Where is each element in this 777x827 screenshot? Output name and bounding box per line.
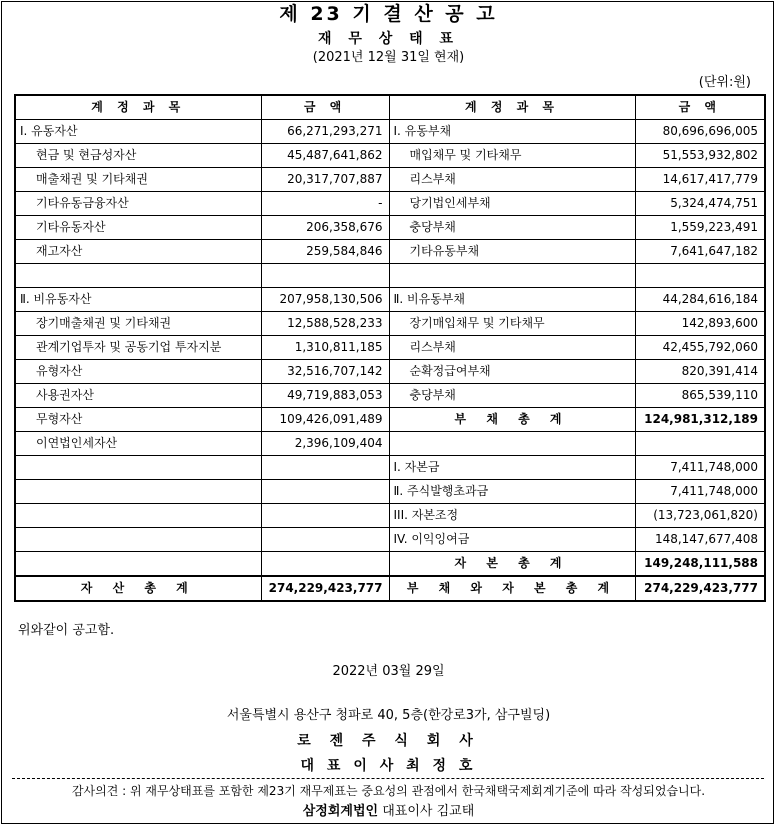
- liability-amount-cell: (13,723,061,820): [635, 504, 765, 528]
- balance-sheet-table: [14, 94, 766, 602]
- liability-amount-cell: 7,641,647,182: [635, 240, 765, 264]
- audit-opinion: 감사의견 : 위 재무상태표를 포함한 제23기 재무제표는 중요성의 관점에서 한국채택국제회계기준에 따라 작성되었습니다.: [71, 784, 706, 798]
- liability-account-cell: Ⅱ. 비유동부채: [389, 288, 635, 312]
- liability-amount-cell: 5,324,474,751: [635, 192, 765, 216]
- asset-account-cell: 현금 및 현금성자산: [15, 144, 261, 168]
- liability-amount-cell: 149,248,111,588: [635, 552, 765, 577]
- company-name: 로 젠 주 식 회 사: [297, 733, 480, 749]
- table-row: [15, 312, 765, 336]
- liability-amount-cell: 142,893,600: [635, 312, 765, 336]
- liability-account-cell: [389, 432, 635, 456]
- asset-account-cell: 이연법인세자산: [15, 432, 261, 456]
- asset-amount-cell: 206,358,676: [261, 216, 389, 240]
- liability-account-cell: 부 채 와 자 본 총 계: [389, 576, 635, 601]
- asset-amount-cell: 66,271,293,271: [261, 120, 389, 144]
- liability-account-cell: 매입채무 및 기타채무: [389, 144, 635, 168]
- table-row: [15, 240, 765, 264]
- company-address: 서울특별시 용산구 청파로 40, 5층(한강로3가, 삼구빌딩): [226, 708, 551, 723]
- table-row: [15, 360, 765, 384]
- liability-account-cell: 당기법인세부채: [389, 192, 635, 216]
- table-row: [15, 504, 765, 528]
- liability-account-cell: Ⅰ. 자본금: [389, 456, 635, 480]
- table-row: [15, 528, 765, 552]
- asset-account-cell: 관계기업투자 및 공동기업 투자지분: [15, 336, 261, 360]
- asset-amount-cell: [261, 264, 389, 288]
- asset-amount-cell: 274,229,423,777: [261, 576, 389, 601]
- asset-amount-cell: [261, 552, 389, 577]
- col-header-liability-amount: 금 액: [635, 95, 765, 120]
- liability-amount-cell: [635, 264, 765, 288]
- liability-account-cell: IV. 이익잉여금: [389, 528, 635, 552]
- liability-account-cell: 자 본 총 계: [389, 552, 635, 577]
- liability-amount-cell: [635, 432, 765, 456]
- table-row: [15, 264, 765, 288]
- asset-account-cell: 자 산 총 계: [15, 576, 261, 601]
- asset-account-cell: [15, 552, 261, 577]
- asset-account-cell: [15, 528, 261, 552]
- asset-account-cell: 기타유동금융자산: [15, 192, 261, 216]
- dashed-divider: [12, 778, 764, 779]
- table-row: [15, 384, 765, 408]
- auditor-firm: 삼정회계법인: [302, 804, 379, 819]
- liability-account-cell: 충당부채: [389, 216, 635, 240]
- table-row: [15, 192, 765, 216]
- asset-amount-cell: 49,719,883,053: [261, 384, 389, 408]
- liability-amount-cell: 124,981,312,189: [635, 408, 765, 432]
- asset-account-cell: 재고자산: [15, 240, 261, 264]
- col-header-asset-amount: 금 액: [261, 95, 389, 120]
- asset-amount-cell: [261, 456, 389, 480]
- auditor-representative: 대표이사 김교태: [382, 804, 475, 819]
- asset-amount-cell: 20,317,707,887: [261, 168, 389, 192]
- liability-amount-cell: 7,411,748,000: [635, 456, 765, 480]
- asset-account-cell: 기타유동자산: [15, 216, 261, 240]
- liability-account-cell: 기타유동부채: [389, 240, 635, 264]
- asset-account-cell: [15, 264, 261, 288]
- liability-account-cell: [389, 264, 635, 288]
- unit-label: (단위:원): [698, 75, 751, 90]
- liability-amount-cell: 80,696,696,005: [635, 120, 765, 144]
- asset-amount-cell: [261, 504, 389, 528]
- publication-date: 2022년 03월 29일: [332, 664, 445, 679]
- table-row: [15, 456, 765, 480]
- asset-account-cell: 유형자산: [15, 360, 261, 384]
- asset-amount-cell: 2,396,109,404: [261, 432, 389, 456]
- asset-account-cell: 사용권자산: [15, 384, 261, 408]
- liability-account-cell: 순확정급여부채: [389, 360, 635, 384]
- liability-amount-cell: 865,539,110: [635, 384, 765, 408]
- page-title: 제 23 기 결 산 공 고: [279, 3, 498, 25]
- liability-amount-cell: 820,391,414: [635, 360, 765, 384]
- asset-amount-cell: 45,487,641,862: [261, 144, 389, 168]
- liability-amount-cell: 14,617,417,779: [635, 168, 765, 192]
- asset-amount-cell: [261, 480, 389, 504]
- auditor-signature: [0, 803, 777, 821]
- liability-account-cell: 리스부채: [389, 336, 635, 360]
- table-row: [15, 144, 765, 168]
- liability-account-cell: III. 자본조정: [389, 504, 635, 528]
- asset-amount-cell: 207,958,130,506: [261, 288, 389, 312]
- col-header-liability-account: 계 정 과 목: [389, 95, 635, 120]
- table-row: [15, 216, 765, 240]
- liability-amount-cell: 274,229,423,777: [635, 576, 765, 601]
- liability-amount-cell: 44,284,616,184: [635, 288, 765, 312]
- announcement-statement: 위와같이 공고함.: [18, 623, 115, 638]
- asset-account-cell: 매출채권 및 기타채권: [15, 168, 261, 192]
- col-header-asset-account: 계 정 과 목: [15, 95, 261, 120]
- asset-account-cell: 무형자산: [15, 408, 261, 432]
- table-row: [15, 168, 765, 192]
- asset-account-cell: 장기매출채권 및 기타채권: [15, 312, 261, 336]
- asset-account-cell: Ⅰ. 유동자산: [15, 120, 261, 144]
- asset-account-cell: Ⅱ. 비유동자산: [15, 288, 261, 312]
- asset-amount-cell: -: [261, 192, 389, 216]
- asset-amount-cell: 109,426,091,489: [261, 408, 389, 432]
- statement-title: 재 무 상 태 표: [317, 31, 460, 47]
- table-row: [15, 480, 765, 504]
- table-row: [15, 552, 765, 577]
- asset-amount-cell: 259,584,846: [261, 240, 389, 264]
- liability-account-cell: Ⅱ. 주식발행초과금: [389, 480, 635, 504]
- ceo-name: 대 표 이 사 최 정 호: [300, 758, 477, 774]
- liability-amount-cell: 7,411,748,000: [635, 480, 765, 504]
- liability-account-cell: 충당부채: [389, 384, 635, 408]
- liability-amount-cell: 42,455,792,060: [635, 336, 765, 360]
- liability-account-cell: 장기매입채무 및 기타채무: [389, 312, 635, 336]
- asset-amount-cell: 12,588,528,233: [261, 312, 389, 336]
- statement-date: (2021년 12월 31일 현재): [312, 50, 465, 65]
- table-row: [15, 576, 765, 601]
- liability-amount-cell: 148,147,677,408: [635, 528, 765, 552]
- asset-account-cell: [15, 456, 261, 480]
- table-row: [15, 288, 765, 312]
- asset-account-cell: [15, 504, 261, 528]
- liability-account-cell: 부 채 총 계: [389, 408, 635, 432]
- liability-account-cell: Ⅰ. 유동부채: [389, 120, 635, 144]
- table-row: [15, 336, 765, 360]
- asset-amount-cell: 1,310,811,185: [261, 336, 389, 360]
- table-row: [15, 432, 765, 456]
- liability-amount-cell: 1,559,223,491: [635, 216, 765, 240]
- asset-amount-cell: 32,516,707,142: [261, 360, 389, 384]
- liability-account-cell: 리스부채: [389, 168, 635, 192]
- asset-amount-cell: [261, 528, 389, 552]
- asset-account-cell: [15, 480, 261, 504]
- liability-amount-cell: 51,553,932,802: [635, 144, 765, 168]
- table-row: [15, 408, 765, 432]
- table-header-row: [15, 95, 765, 120]
- table-row: [15, 120, 765, 144]
